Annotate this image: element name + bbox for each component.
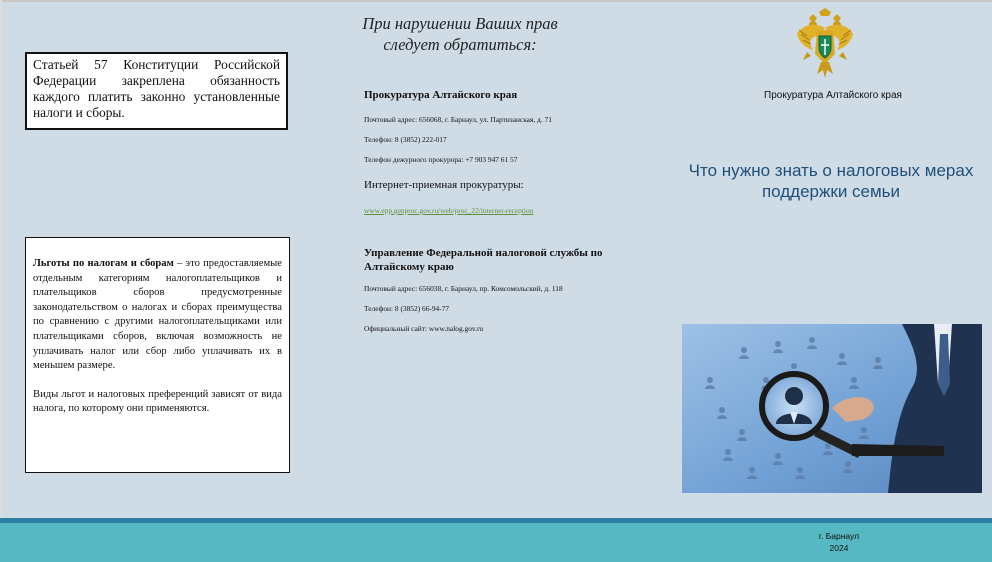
tax-service-site: Официальный сайт: www.nalog.gov.ru	[364, 324, 484, 333]
reception-label: Интернет-приемная прокуратуры:	[364, 179, 524, 191]
constitution-box	[25, 52, 288, 130]
tax-service-address: Почтовый адрес: 656038, г. Барнаул, пр. Комсомольский, д. 118	[364, 284, 563, 293]
page-left-border	[0, 0, 2, 562]
benefits-types: Виды льгот и налоговых преференций зависят от вида налога, по которому они применяются.	[33, 388, 282, 415]
callout-line-2: следует обратиться:	[383, 35, 537, 54]
reception-link[interactable]: www.epp.genproc.gov.ru/web/proc_22/internet-reception	[364, 206, 534, 215]
magnifier-people-photo	[682, 324, 982, 493]
tax-service-name: Управление Федеральной налоговой службы по Алтайскому краю	[364, 247, 603, 273]
benefits-text: – это предоставляемые отдельным категориям налогоплательщиков и плательщиков сборов предусмотренные законодательством о налогах и сборах преимущества по сравнению с другими налогоплательщиками или плательщиками сборов, включая возможность не уплачивать налог или сбор либо уплачивать их в меньшем размере.	[33, 258, 282, 372]
prosecutor-name: Прокуратура Алтайского края	[364, 89, 518, 101]
callout-line-1: При нарушении Ваших прав	[362, 14, 558, 33]
double-headed-eagle-emblem-icon	[795, 8, 855, 84]
brochure-title: Что нужно знать о налоговых мерах поддержки семьи	[688, 161, 974, 201]
brand-name: Прокуратура Алтайского края	[764, 90, 902, 101]
constitution-text: Статьей 57 Конституции Российской Федерации закреплена обязанность каждого платить законно установленные налоги и сборы.	[33, 57, 280, 120]
footer-year: 2024	[829, 543, 849, 553]
benefits-definition	[33, 257, 282, 374]
prosecutor-duty-phone: Телефон дежурного прокурора: +7 903 947 61 57	[364, 155, 518, 164]
rights-callout	[330, 13, 590, 55]
prosecutor-address: Почтовый адрес: 656068, г. Барнаул, ул. Партизанская, д. 71	[364, 115, 552, 124]
footer-text	[795, 530, 883, 554]
prosecutor-phone: Телефон: 8 (3852) 222-017	[364, 135, 447, 144]
page-top-border	[0, 0, 992, 2]
tax-service-phone: Телефон: 8 (3852) 66-94-77	[364, 304, 450, 313]
benefits-term: Льготы по налогам и сборам	[33, 258, 174, 269]
benefits-box	[25, 237, 290, 473]
footer-city: г. Барнаул	[818, 531, 860, 541]
